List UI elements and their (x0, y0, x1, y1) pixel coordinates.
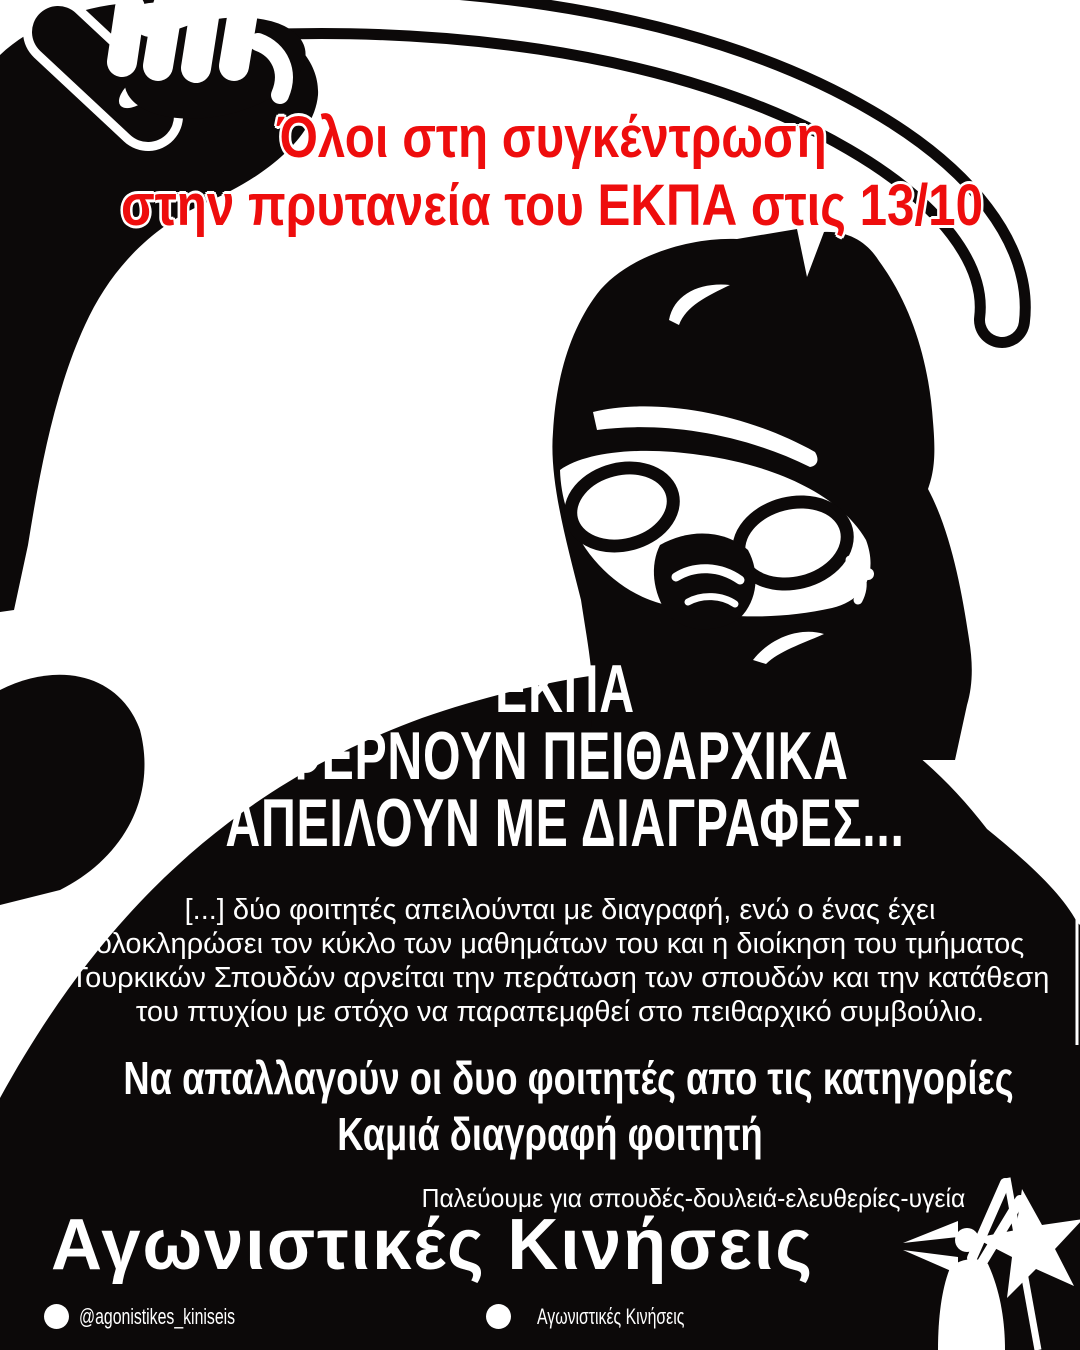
social-bar (44, 1304, 741, 1329)
instagram-icon (44, 1304, 69, 1329)
cta-line-2: στην πρυτανεία του ΕΚΠΑ στις 13/10 (120, 173, 984, 238)
demand-line-2: Καμιά διαγραφή φοιτητή (337, 1108, 763, 1160)
demand-line-1: Να απαλλαγούν οι δυο φοιτητές απο τις κατηγορίες (123, 1052, 1014, 1104)
instagram-handle: @agonistikes_kiniseis (79, 1304, 236, 1329)
call-to-action (93, 104, 1011, 240)
headline (182, 651, 949, 861)
facebook-icon (486, 1304, 511, 1329)
tagline: Παλεύουμε για σπουδές-δουλειά-ελευθερίες-υγεία (421, 1183, 965, 1213)
demands (123, 1050, 1014, 1162)
quote-paragraph (20, 893, 1080, 1029)
cta-line-1: Όλοι στη συγκέντρωση (277, 105, 827, 170)
headline-line-2: ΦΕΡΝΟΥΝ ΠΕΙΘΑΡΧΙΚΑ (281, 718, 849, 794)
facebook-page-name: Αγωνιστικές Κινήσεις (536, 1304, 685, 1329)
quote-line-3: Τουρκικών Σπουδών αρνείται την περάτωση των σπουδών και την κατάθεση (70, 962, 1050, 994)
brand-name: Αγωνιστικές Κινήσεις (51, 1205, 815, 1285)
headline-line-1: ΕΚΠΑ (495, 651, 635, 727)
headline-line-3: ΑΠΕΙΛΟΥΝ ΜΕ ΔΙΑΓΡΑΦΕΣ... (225, 785, 905, 861)
quote-line-1: [...] δύο φοιτητές απειλούνται με διαγραφή, ενώ ο ένας έχει (184, 894, 936, 926)
quote-line-2: ολοκληρώσει τον κύκλο των μαθημάτων του και η διοίκηση του τμήματος (95, 928, 1025, 960)
quote-line-4: του πτυχίου με στόχο να παραπεμφθεί στο πειθαρχικό συμβούλιο. (135, 996, 985, 1028)
